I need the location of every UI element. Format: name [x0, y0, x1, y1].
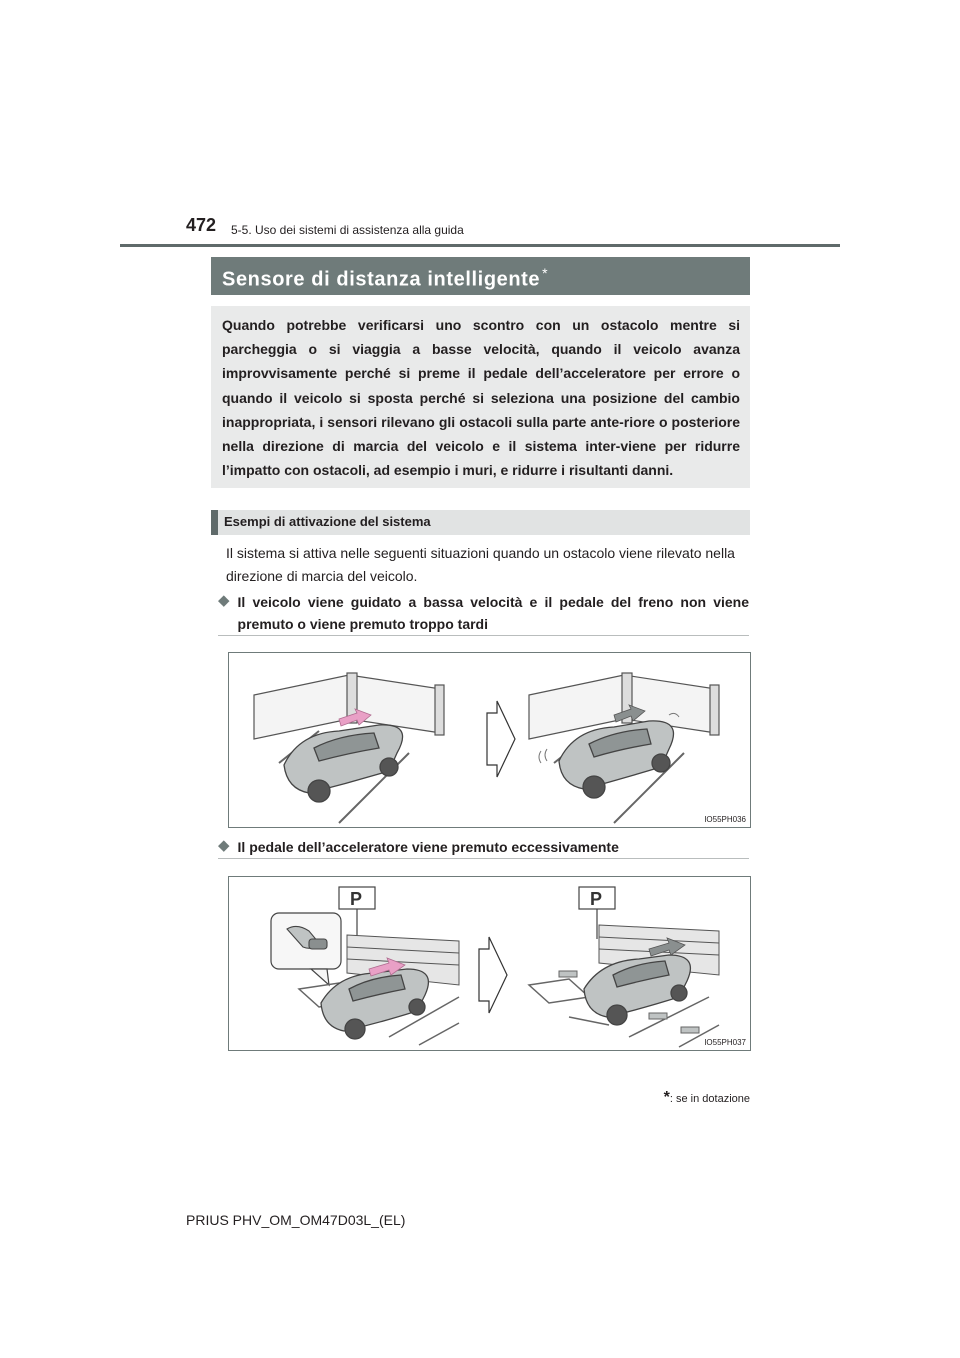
example-item-2 — [218, 836, 749, 858]
example-item-1 — [218, 591, 749, 635]
transition-arrow-icon — [479, 937, 507, 1013]
subhead-title: Esempi di attivazione del sistema — [224, 514, 431, 529]
example-title: Il pedale dell’acceleratore viene premuto eccessivamente — [237, 839, 619, 855]
svg-text:P: P — [350, 889, 363, 909]
subhead-accent — [211, 510, 218, 535]
header-rule — [120, 244, 840, 247]
figure-low-speed — [228, 652, 751, 828]
svg-text:P: P — [590, 889, 603, 909]
example-title: Il veicolo viene guidato a bassa velocità e il pedale del freno non viene premuto o viene premuto troppo tardi — [237, 594, 749, 632]
body-text: Il sistema si attiva nelle seguenti situazioni quando un ostacolo viene rilevato nella direzione di marcia del veicolo. — [226, 545, 735, 584]
illustration-low-speed — [229, 653, 750, 827]
item-rule — [218, 858, 749, 859]
car-icon — [284, 725, 403, 802]
footer-model-code: PRIUS PHV_OM_OM47D03L_(EL) — [186, 1212, 406, 1228]
item-rule — [218, 635, 749, 636]
page-title — [222, 265, 548, 292]
car-icon — [321, 969, 428, 1039]
section-label: 5-5. Uso dei sistemi di assistenza alla guida — [231, 223, 464, 237]
parking-sign-icon — [339, 887, 375, 939]
footnote — [600, 1089, 750, 1107]
car-icon — [559, 721, 674, 798]
figure-code: IO55PH037 — [704, 1038, 746, 1047]
footnote-marker: * — [663, 1089, 670, 1106]
footnote-text: : se in dotazione — [669, 1093, 750, 1105]
page-title-text: Sensore di distanza intelligente — [222, 268, 541, 291]
diamond-bullet-icon: ◆ — [218, 592, 230, 609]
intro-text: Quando potrebbe verificarsi uno scontro con un ostacolo mentre si parcheggia o si viaggia a basse velocità, quando il veicolo avanza improvvisamente perché si preme il pedale dell’acceleratore per errore o quando il veicolo si sposta perché si seleziona una posizione del cambio inappropriata, i sensori rilevano gli ostacoli sulla parte ante-riore o posteriore nella direzione di marcia del veicolo e il sistema inter-viene per ridurre l’impatto con ostacoli, ad esempio i muri, e ridurre i risultanti danni. — [222, 317, 740, 479]
optional-equipment-marker: * — [542, 265, 549, 281]
illustration-accelerator — [229, 877, 750, 1050]
diamond-bullet-icon: ◆ — [218, 837, 230, 854]
page-number: 472 — [186, 215, 217, 235]
figure-code: IO55PH036 — [704, 815, 746, 824]
figure-accelerator — [228, 876, 751, 1051]
pedal-inset — [271, 913, 341, 985]
transition-arrow-icon — [487, 701, 515, 777]
